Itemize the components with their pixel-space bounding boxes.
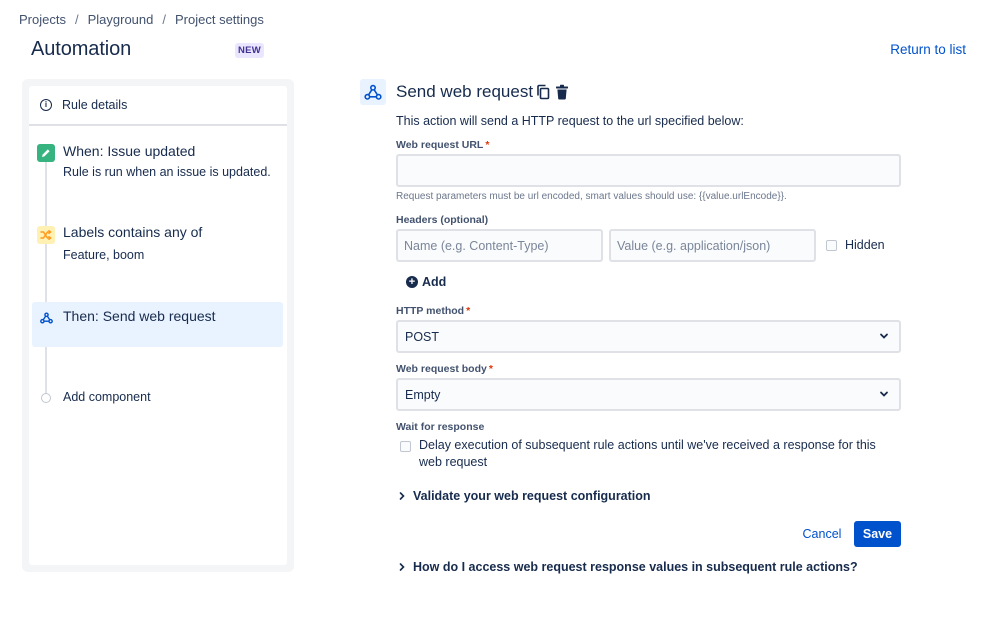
return-to-list-link[interactable]: Return to list (890, 42, 966, 57)
web-request-body-value: Empty (405, 388, 441, 402)
webhook-icon (360, 79, 386, 105)
step-title: When: Issue updated (63, 143, 196, 159)
http-method-select[interactable] (396, 320, 901, 353)
http-method-label (396, 305, 470, 317)
plus-circle-icon: + (406, 276, 418, 288)
info-icon: i (40, 99, 52, 111)
page-title: Automation (31, 38, 132, 60)
pencil-icon (37, 144, 55, 162)
breadcrumb-separator: / (74, 12, 79, 27)
url-field-label-text: Web request URL (396, 139, 484, 151)
timeline-connector (45, 160, 47, 394)
chevron-down-icon (879, 389, 889, 399)
wait-for-response-checkbox[interactable] (400, 441, 411, 452)
breadcrumb-project-settings[interactable]: Project settings (175, 12, 264, 27)
add-component-label: Add component (63, 390, 151, 404)
http-method-value: POST (405, 330, 440, 344)
webhook-icon (37, 309, 55, 327)
breadcrumb-separator: / (162, 12, 166, 27)
required-mark: * (466, 305, 471, 317)
required-mark: * (488, 363, 493, 375)
add-header-button[interactable] (406, 273, 446, 291)
rule-sidebar-panel (29, 86, 287, 565)
step-description: Rule is run when an issue is updated. (63, 165, 271, 179)
chevron-down-icon (879, 331, 889, 341)
add-header-label: Add (422, 275, 447, 289)
wait-for-response-text: Delay execution of subsequent rule actions until we've received a response for this web request (419, 438, 876, 469)
breadcrumb (19, 12, 264, 27)
headers-label: Headers (optional) (396, 214, 489, 226)
rule-details-label: Rule details (62, 98, 128, 112)
response-values-faq-label: How do I access web request response values in subsequent rule actions? (413, 560, 858, 574)
chevron-right-icon (398, 563, 406, 571)
validate-config-expander[interactable] (398, 489, 651, 503)
body-label (396, 363, 493, 375)
timeline-dot (41, 393, 51, 403)
hidden-checkbox[interactable] (826, 240, 837, 251)
hidden-checkbox-label: Hidden (845, 238, 885, 252)
body-label-text: Web request body (396, 363, 487, 375)
required-mark: * (485, 139, 490, 151)
breadcrumb-projects[interactable]: Projects (19, 12, 66, 27)
rule-step-condition[interactable] (32, 223, 283, 271)
step-description: Feature, boom (63, 248, 145, 262)
header-value-input[interactable] (609, 229, 816, 262)
step-title: Labels contains any of (63, 224, 203, 240)
breadcrumb-playground[interactable]: Playground (87, 12, 154, 27)
chevron-right-icon (398, 492, 406, 500)
url-help-text: Request parameters must be url encoded, smart values should use: {{value.urlEncode}}. (396, 191, 787, 202)
response-values-faq-expander[interactable] (398, 560, 858, 574)
save-button[interactable]: Save (854, 521, 901, 547)
action-description: This action will send a HTTP request to the url specified below: (396, 114, 744, 128)
shuffle-icon (37, 226, 55, 244)
trash-icon[interactable] (555, 84, 569, 100)
web-request-url-input[interactable] (396, 154, 901, 187)
cancel-button[interactable]: Cancel (802, 527, 842, 541)
action-title: Send web request (396, 82, 534, 101)
wait-for-response-label: Wait for response (396, 421, 485, 433)
rule-step-trigger[interactable] (32, 141, 283, 189)
new-badge: NEW (235, 43, 264, 58)
http-method-label-text: HTTP method (396, 305, 465, 317)
rule-details-item[interactable] (29, 86, 287, 126)
header-name-input[interactable] (396, 229, 603, 262)
copy-icon[interactable] (536, 84, 550, 100)
add-component-item[interactable] (32, 388, 283, 408)
step-title: Then: Send web request (63, 308, 216, 324)
rule-step-action[interactable] (32, 302, 283, 347)
url-field-label (396, 139, 489, 151)
validate-config-label: Validate your web request configuration (413, 489, 651, 503)
web-request-body-select[interactable] (396, 378, 901, 411)
rule-sidebar (22, 79, 294, 572)
